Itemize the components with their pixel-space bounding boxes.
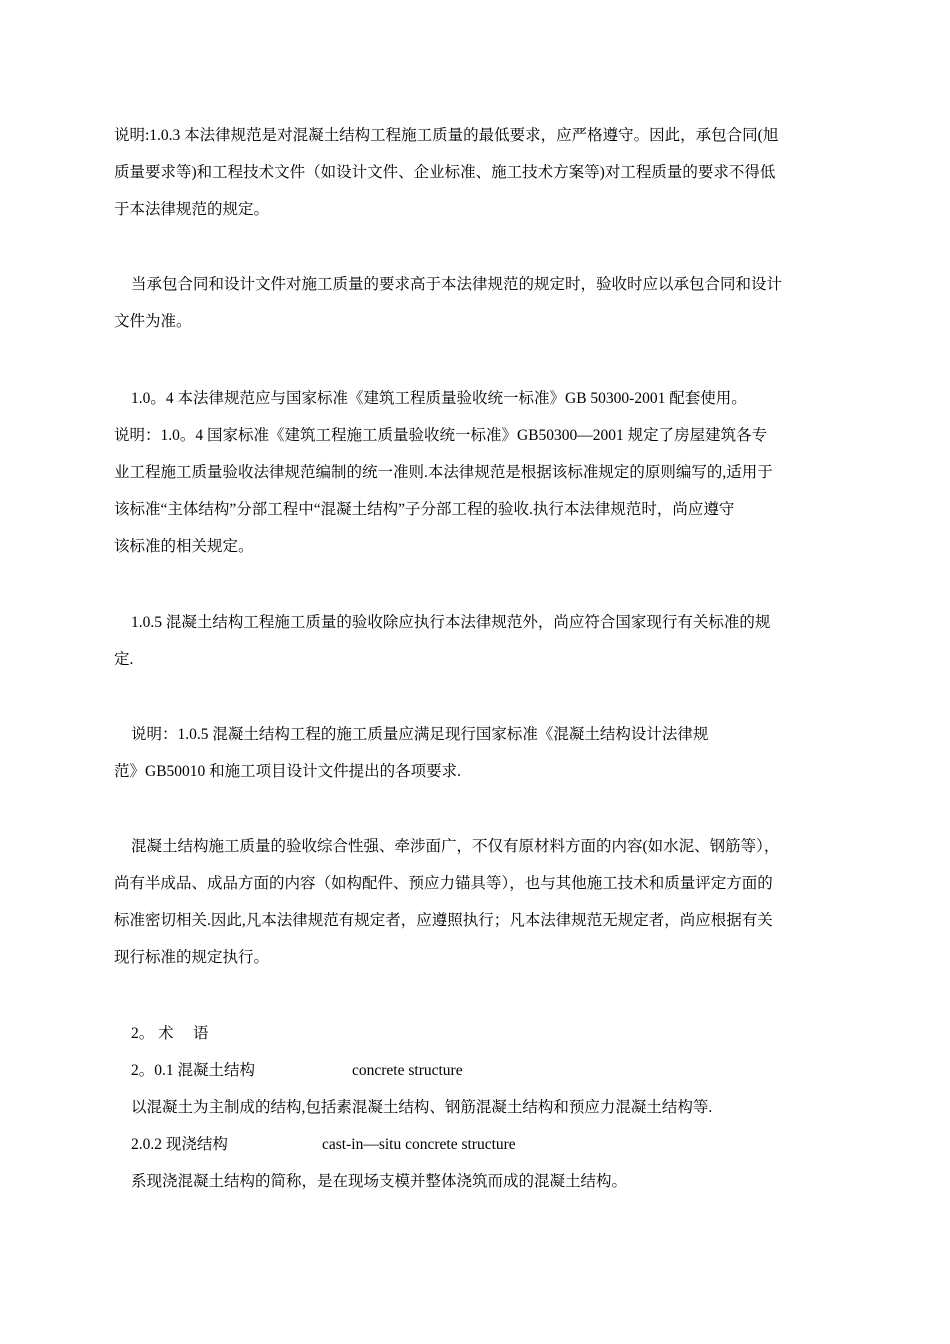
term-cast-in-situ-definition: 系现浇混凝土结构的简称，是在现场支模并整体浇筑而成的混凝土结构。	[131, 1173, 628, 1190]
section-heading-terms: 2。 术 语	[131, 1025, 209, 1042]
text-line: 1.0.5 混凝土结构工程施工质量的验收除应执行本法律规范外，尚应符合国家现行有关标准的规	[131, 614, 771, 631]
text-line: 定.	[114, 651, 134, 668]
text-line: 于本法律规范的规定。	[114, 201, 270, 218]
term-cast-in-situ-english: cast-in—situ concrete structure	[322, 1136, 516, 1153]
text-line: 混凝土结构施工质量的验收综合性强、牵涉面广，不仅有原材料方面的内容(如水泥、钢筋等），	[131, 838, 780, 855]
text-line: 标准密切相关.因此,凡本法律规范有规定者，应遵照执行；凡本法律规范无规定者，尚应根据有关	[114, 912, 773, 929]
paragraph-contract-requirements	[114, 266, 838, 340]
text-line: 现行标准的规定执行。	[114, 949, 270, 966]
text-line: 尚有半成品、成品方面的内容（如构配件、预应力锚具等），也与其他施工技术和质量评定方面的	[114, 875, 773, 892]
paragraph-explanation-1-0-3	[114, 117, 838, 228]
text-line: 文件为准。	[114, 313, 192, 330]
term-concrete-structure-english: concrete structure	[352, 1062, 463, 1079]
text-line: 该标准的相关规定。	[114, 538, 254, 555]
text-line: 说明:1.0.3 本法律规范是对混凝土结构工程施工质量的最低要求，应严格遵守。因此，承包合同(旭	[114, 127, 779, 144]
term-concrete-structure-definition: 以混凝土为主制成的结构,包括素混凝土结构、钢筋混凝土结构和预应力混凝土结构等.	[131, 1099, 713, 1116]
term-concrete-structure-label: 2。0.1 混凝土结构	[131, 1062, 256, 1079]
paragraph-clause-1-0-4	[114, 380, 838, 565]
text-line: 业工程施工质量验收法律规范编制的统一准则.本法律规范是根据该标准规定的原则编写的,适用于	[114, 464, 773, 481]
text-line: 范》GB50010 和施工项目设计文件提出的各项要求.	[114, 763, 462, 780]
paragraph-acceptance-scope	[114, 828, 838, 976]
paragraph-explanation-1-0-5	[114, 716, 838, 790]
paragraph-clause-1-0-5	[114, 604, 838, 678]
text-line: 该标准“主体结构”分部工程中“混凝土结构”子分部工程的验收.执行本法律规范时，尚应遵守	[114, 501, 735, 518]
text-line: 说明：1.0。4 国家标准《建筑工程施工质量验收统一标准》GB50300—2001 规定了房屋建筑各专	[114, 427, 768, 444]
text-line: 说明：1.0.5 混凝土结构工程的施工质量应满足现行国家标准《混凝土结构设计法律规	[131, 726, 709, 743]
term-cast-in-situ-label: 2.0.2 现浇结构	[131, 1136, 228, 1153]
text-line: 1.0。4 本法律规范应与国家标准《建筑工程质量验收统一标准》GB 50300-2001 配套使用。	[131, 390, 747, 407]
text-line: 质量要求等)和工程技术文件（如设计文件、企业标准、施工技术方案等)对工程质量的要求不得低	[114, 164, 776, 181]
text-line: 当承包合同和设计文件对施工质量的要求高于本法律规范的规定时，验收时应以承包合同和设计	[131, 276, 783, 293]
